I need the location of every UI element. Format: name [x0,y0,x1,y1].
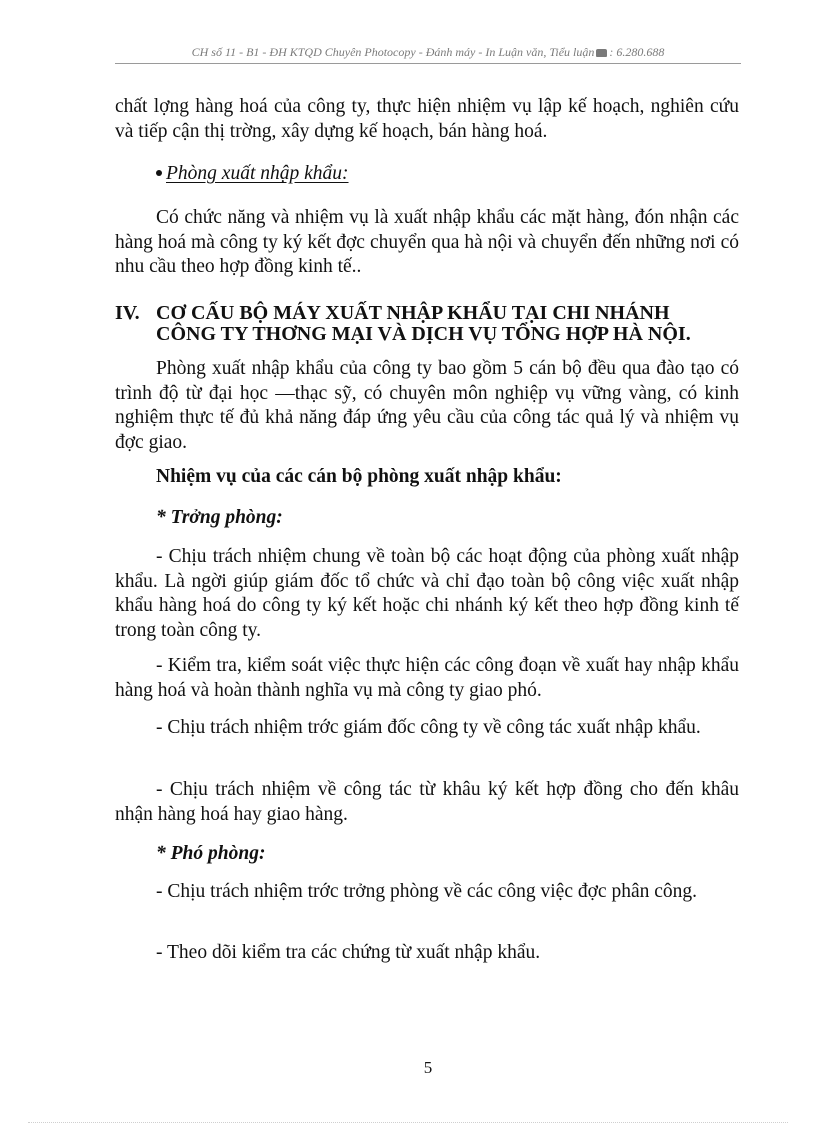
duty-item [115,545,739,643]
section-title-line1: CƠ CẤU BỘ MÁY XUẤT NHẬP KHẨU TẠI CHI NHÁNH [156,302,670,324]
bullet-icon [156,170,162,176]
role-heading-truong-phong: * Trởng phòng: [156,507,283,528]
paragraph-section [115,357,739,455]
header-divider [115,63,741,64]
page-number: 5 [423,1058,433,1077]
duty-item [115,654,739,703]
role-heading-pho-phong: * Phó phòng: [156,843,266,864]
duty-item [115,778,739,827]
paragraph-text: Có chức năng và nhiệm vụ là xuất nhập khẩu các mặt hàng, đón nhận các hàng hoá mà công ty ký kết đợc chuyển qua hà nội và chuyển đến những nơi có nhu cầu theo hợp đồng kinh tế.. [115,207,739,277]
paragraph-intro [115,95,739,144]
page-header [115,45,741,60]
section-number: IV. [115,302,140,324]
sub-heading [156,163,349,185]
duty-text: - Chịu trách nhiệm trớc giám đốc công ty về công tác xuất nhập khẩu. [156,717,701,738]
sub-heading-text: Phòng xuất nhập khẩu: [166,163,349,184]
header-text: CH số 11 - B1 - ĐH KTQD Chuyên Photocopy - Đánh máy - In Luận văn, Tiểu luận [191,45,595,59]
duty-text: - Chịu trách nhiệm chung về toàn bộ các hoạt động của phòng xuất nhập khẩu. Là ngời giúp giám đốc tổ chức và chỉ đạo toàn bộ công việc xuất nhập khẩu hàng hoá do công ty ký kết hoặc chi nhánh ký kết theo hợp đồng kinh tế trong toàn công ty. [115,546,739,641]
paragraph-text: Phòng xuất nhập khẩu của công ty bao gồm 5 cán bộ đều qua đào tạo có trình độ từ đại học —thạc sỹ, có chuyên môn nghiệp vụ vững vàng, có kinh nghiệm thực tế đủ khả năng đáp ứng yêu cầu của công tác quả lý và nhiệm vụ đợc giao. [115,358,739,453]
duty-text: - Chịu trách nhiệm về công tác từ khâu ký kết hợp đồng cho đến khâu nhận hàng hoá hay giao hàng. [115,779,739,825]
duty-item [115,880,739,905]
section-title-line2: CÔNG TY THƠNG MẠI VÀ DỊCH VỤ TỔNG HỢP HÀ NỘI. [156,323,691,345]
duty-text: - Kiểm tra, kiểm soát việc thực hiện các công đoạn về xuất hay nhập khẩu hàng hoá và hoàn thành nghĩa vụ mà công ty giao phó. [115,655,739,701]
paragraph-xnk [115,206,739,280]
phone-icon [596,49,607,57]
duty-text: - Chịu trách nhiệm trớc trởng phòng về các công việc đợc phân công. [156,881,698,902]
header-phone: : 6.280.688 [609,45,665,59]
duty-text: - Theo dõi kiểm tra các chứng từ xuất nhập khẩu. [156,942,541,963]
duties-heading: Nhiệm vụ của các cán bộ phòng xuất nhập khẩu: [156,466,562,487]
duty-item [115,941,739,966]
paragraph-text: chất lợng hàng hoá của công ty, thực hiện nhiệm vụ lập kế hoạch, nghiên cứu và tiếp cận thị trờng, xây dựng kế hoạch, bán hàng hoá. [115,96,739,142]
duty-item [115,716,739,741]
